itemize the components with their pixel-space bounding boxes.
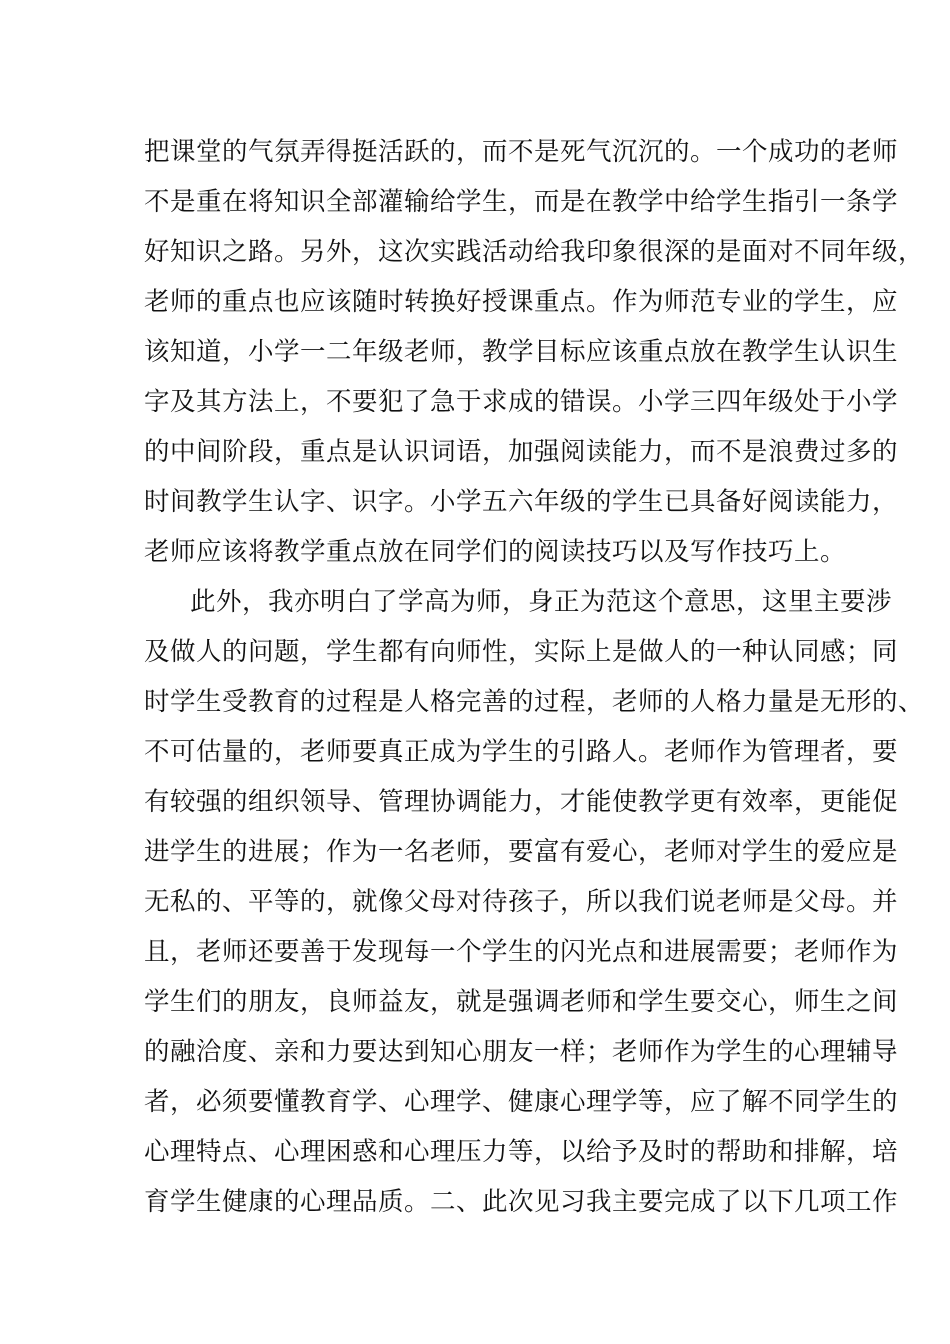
text-line: 时学生受教育的过程是人格完善的过程，老师的人格力量是无形的、: [144, 687, 925, 717]
paragraph-first-line: 此外，我亦明白了学高为师，身正为范这个意思，这里主要涉: [190, 587, 893, 617]
text-line: 进学生的进展；作为一名老师，要富有爱心，老师对学生的爱应是: [144, 837, 899, 867]
text-line: 好知识之路。另外，这次实践活动给我印象很深的是面对不同年级，: [144, 237, 925, 267]
text-line: 无私的、平等的，就像父母对待孩子，所以我们说老师是父母。并: [144, 887, 899, 917]
text-line: 字及其方法上，不要犯了急于求成的错误。小学三四年级处于小学: [144, 387, 899, 417]
text-line: 不是重在将知识全部灌输给学生，而是在教学中给学生指引一条学: [144, 187, 899, 217]
text-line: 的融洽度、亲和力要达到知心朋友一样；老师作为学生的心理辅导: [144, 1037, 899, 1067]
text-line: 老师的重点也应该随时转换好授课重点。作为师范专业的学生，应: [144, 287, 899, 317]
text-line: 该知道，小学一二年级老师，教学目标应该重点放在教学生认识生: [144, 337, 899, 367]
text-line: 老师应该将教学重点放在同学们的阅读技巧以及写作技巧上。: [144, 537, 847, 567]
text-line: 把课堂的气氛弄得挺活跃的，而不是死气沉沉的。一个成功的老师: [144, 137, 899, 167]
text-line: 者，必须要懂教育学、心理学、健康心理学等，应了解不同学生的: [144, 1087, 899, 1117]
text-line: 不可估量的，老师要真正成为学生的引路人。老师作为管理者，要: [144, 737, 899, 767]
text-line: 有较强的组织领导、管理协调能力，才能使教学更有效率，更能促: [144, 787, 899, 817]
text-line: 时间教学生认字、识字。小学五六年级的学生已具备好阅读能力，: [144, 487, 899, 517]
text-line: 且，老师还要善于发现每一个学生的闪光点和进展需要；老师作为: [144, 937, 899, 967]
text-line: 育学生健康的心理品质。二、此次见习我主要完成了以下几项工作: [144, 1187, 899, 1217]
text-line: 及做人的问题，学生都有向师性，实际上是做人的一种认同感；同: [144, 637, 899, 667]
text-line: 心理特点、心理困惑和心理压力等，以给予及时的帮助和排解，培: [144, 1137, 899, 1167]
text-line: 的中间阶段，重点是认识词语，加强阅读能力，而不是浪费过多的: [144, 437, 899, 467]
text-line: 学生们的朋友，良师益友，就是强调老师和学生要交心，师生之间: [144, 987, 899, 1017]
